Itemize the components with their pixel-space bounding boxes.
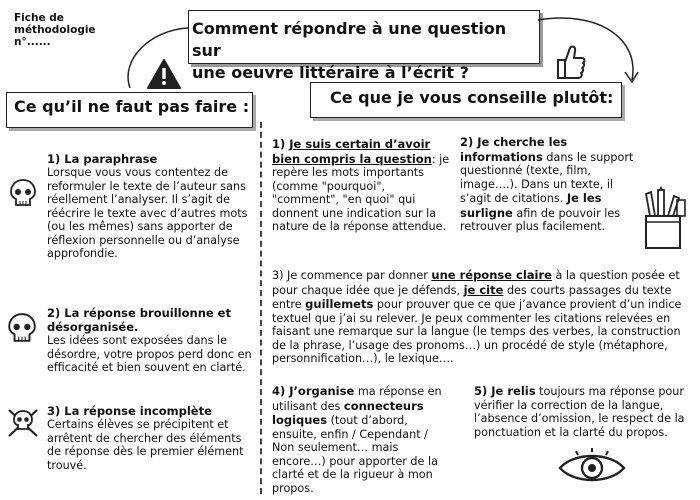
step-text: : je repère les mots importants (comme "pourquoi", "comment", "en quoi" qui donnent une indication sur la nature de la réponse attendue. [272,152,450,233]
advice-step-2 [460,135,640,234]
step-text: 3) Je commence par donner [272,269,432,282]
step-keyword: une réponse claire [431,268,552,282]
step-text: toujours ma réponse pour vérifier la correction de la langue, l’absence d’omission, le respect de la ponctuation et la clarté du propos. [474,385,685,439]
skull-icon [8,178,38,208]
step-number: 1) [272,137,290,151]
skull-icon [6,312,38,344]
step-keyword: Je les surligne [460,191,602,220]
title-line: une oeuvre littéraire à l’écrit ? [192,63,469,82]
eye-icon [556,446,628,490]
mistake-item [47,152,252,261]
dont-heading: Ce qu’il ne faut pas faire : [14,97,250,116]
skull-crossbones-icon [6,406,40,440]
advice-step-4 [272,384,450,495]
advice-step-3 [272,268,692,366]
title-line: Comment répondre à une question sur [192,19,507,60]
column-divider [260,122,262,494]
step-number: 5) [474,384,492,398]
do-heading: Ce que je vous conseille plutôt: [330,88,614,107]
step-text: des courts passages du texte entre [272,283,672,311]
mistake-title: 3) La réponse incomplète [47,404,212,418]
step-text: ma réponse en utilisant des [272,385,442,413]
advice-step-1 [272,137,452,234]
mistake-body: Lorsque vous vous contentez de reformuler le texte de l’auteur sans réellement l’analyser. Il s’agit de réécrire le texte avec d’autres mots (ou les mêmes) sans apporter de réflexion personnelle ou d’analyse approfondie. [47,166,248,260]
step-text: (tout d’abord, ensuite, enfin / Cependant / Non seulement… mais encore…) pour apporter de la clarté et de la rigueur à mon propos. [272,414,438,495]
step-text: dans le support questionné (texte, film, image….). Dans un texte, il s’agit de citations. [460,150,634,205]
mistake-title: 1) La paraphrase [47,152,158,166]
step-keyword: Je cherche les informations [460,135,568,164]
warning-icon [146,58,182,90]
step-keyword: connecteurs logiques [272,398,424,427]
mistake-item [47,404,252,472]
step-text: afin de pouvoir les retrouver plus facilement. [460,206,621,233]
pencil-cup-icon [640,186,688,252]
mistake-item [47,306,255,375]
step-keyword: je cite [463,282,504,297]
step-number: 4) [272,384,290,398]
step-text: pour prouver que ce que j’avance provient d’un indice textuel que j’ai su relever. Je peux commenter les citations relevées en faisant une remarque sur la langue (le temps des verbes, la construction de la phrase, l’usage des pronoms…) un procédé de style (métaphore, personnification…), le lexique…. [272,298,682,365]
thumbs-up-icon [556,44,586,80]
step-keyword: guillemets [305,297,374,311]
meta-line: méthodologie [14,24,96,36]
step-number: 2) [460,135,478,149]
mistake-title: 2) La réponse brouillonne et désorganisée. [47,306,231,334]
step-keyword: J’organise [289,384,355,398]
step-keyword: Je suis certain d’avoir bien compris la question [272,137,432,166]
meta-line: Fiche de [14,12,64,24]
step-keyword: Je relis [491,384,536,398]
meta-line: n°...... [14,36,51,48]
advice-step-5 [474,384,692,439]
mistake-body: Les idées sont exposées dans le désordre, votre propos perd donc en efficacité et bien souvent en clarté. [47,334,252,374]
step-text: à la question posée et pour chaque idée que je défends, [272,269,680,297]
mistake-body: Certains élèves se précipitent et arrêtent de chercher des éléments de réponse dès le premier élément trouvé. [47,418,244,472]
